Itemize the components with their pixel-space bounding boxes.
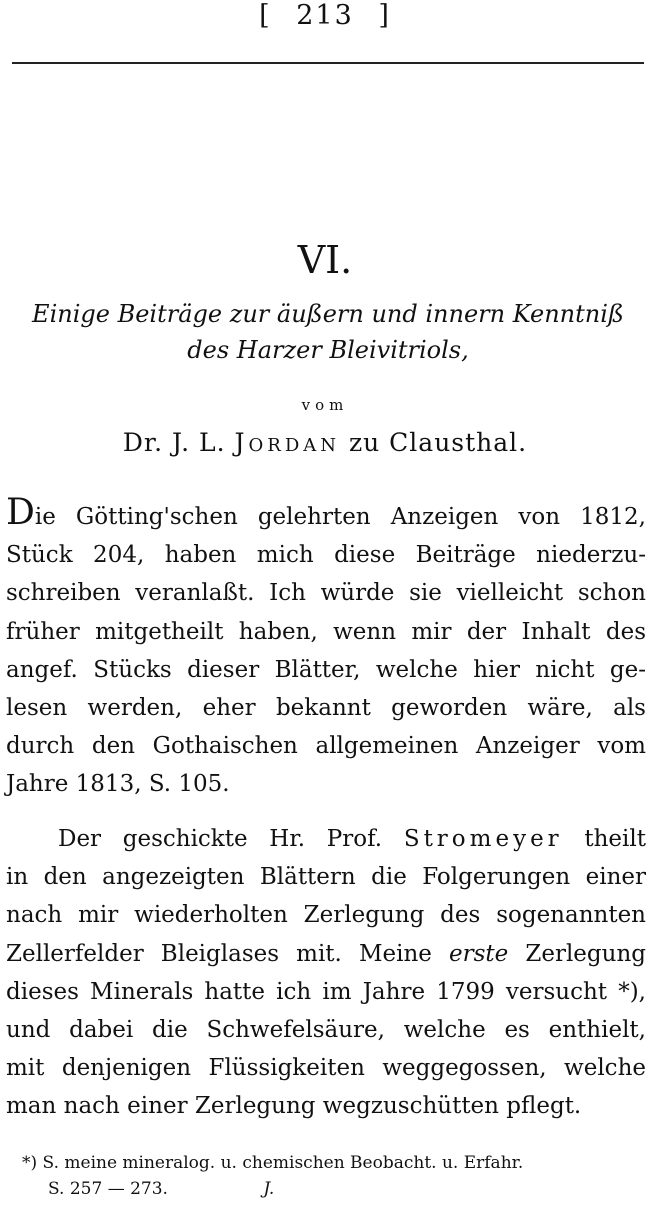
text-line <box>6 492 646 536</box>
text-line: schreiben veranlaßt. Ich würde sie vielleicht schon <box>6 580 646 607</box>
text-span: Zerlegung <box>525 940 646 967</box>
title-line-2: des Harzer Bleivitriols, <box>187 336 469 364</box>
text-line: man nach einer Zerlegung wegzuschütten pflegt. <box>6 1093 582 1120</box>
text-line: und dabei die Schwefelsäure, welche es enthielt, <box>6 1016 646 1043</box>
text-span: Der geschickte Hr. Prof. <box>58 826 383 852</box>
footnote-reference: S. 257 — 273. <box>48 1179 168 1199</box>
text-line: Stück 204, haben mich diese Beiträge niederzu- <box>6 542 646 569</box>
text-line: dieses Minerals hatte ich im Jahre 1799 versucht *), <box>6 978 646 1005</box>
footnote-line: *) S. meine mineralog. u. chemischen Beobacht. u. Erfahr. <box>22 1153 524 1173</box>
text-line: durch den Gothaischen allgemeinen Anzeiger vom <box>6 733 646 760</box>
text-line <box>6 935 646 973</box>
author-prefix: Dr. J. L. <box>122 428 226 457</box>
text-line: mit denjenigen Flüssigkeiten weggegossen, welche <box>6 1055 646 1082</box>
text-line: angef. Stücks dieser Blätter, welche hier nicht ge- <box>6 656 646 683</box>
text-line: in den angezeigten Blättern die Folgerungen einer <box>6 864 646 891</box>
text-line: lesen werden, eher bekannt geworden wäre, als <box>6 694 646 721</box>
text-line <box>6 820 646 858</box>
paragraph-1 <box>6 492 646 804</box>
text-line: Jahre 1813, S. 105. <box>6 771 230 798</box>
page-number: [ 213 ] <box>259 0 391 31</box>
paragraph-2 <box>6 820 646 1126</box>
person-name: Stromeyer <box>403 826 563 852</box>
footnote <box>22 1150 642 1202</box>
text-span: Zellerfelder Bleiglases mit. Meine <box>6 940 432 967</box>
author-line <box>0 428 650 457</box>
text-span: ie Götting'schen gelehrten Anzeigen von 1812, <box>34 504 646 530</box>
author-place: zu Clausthal. <box>348 428 528 457</box>
footnote-line <box>22 1176 642 1202</box>
chapter-number: VI. <box>297 238 353 282</box>
author-name: Jordan <box>234 428 340 457</box>
article-title <box>8 296 648 368</box>
text-span: theilt <box>584 826 646 852</box>
text-line: nach mir wiederholten Zerlegung des sogenannten <box>6 902 646 929</box>
header-rule <box>12 62 644 64</box>
byline-preposition: vom <box>301 396 349 414</box>
emphasis: erste <box>449 940 509 967</box>
title-line-1: Einige Beiträge zur äußern und innern Kenntniß <box>32 300 624 328</box>
initial-letter: D <box>6 492 35 533</box>
footnote-signature: J. <box>263 1179 275 1199</box>
text-line: früher mitgetheilt haben, wenn mir der Inhalt des <box>6 618 646 645</box>
